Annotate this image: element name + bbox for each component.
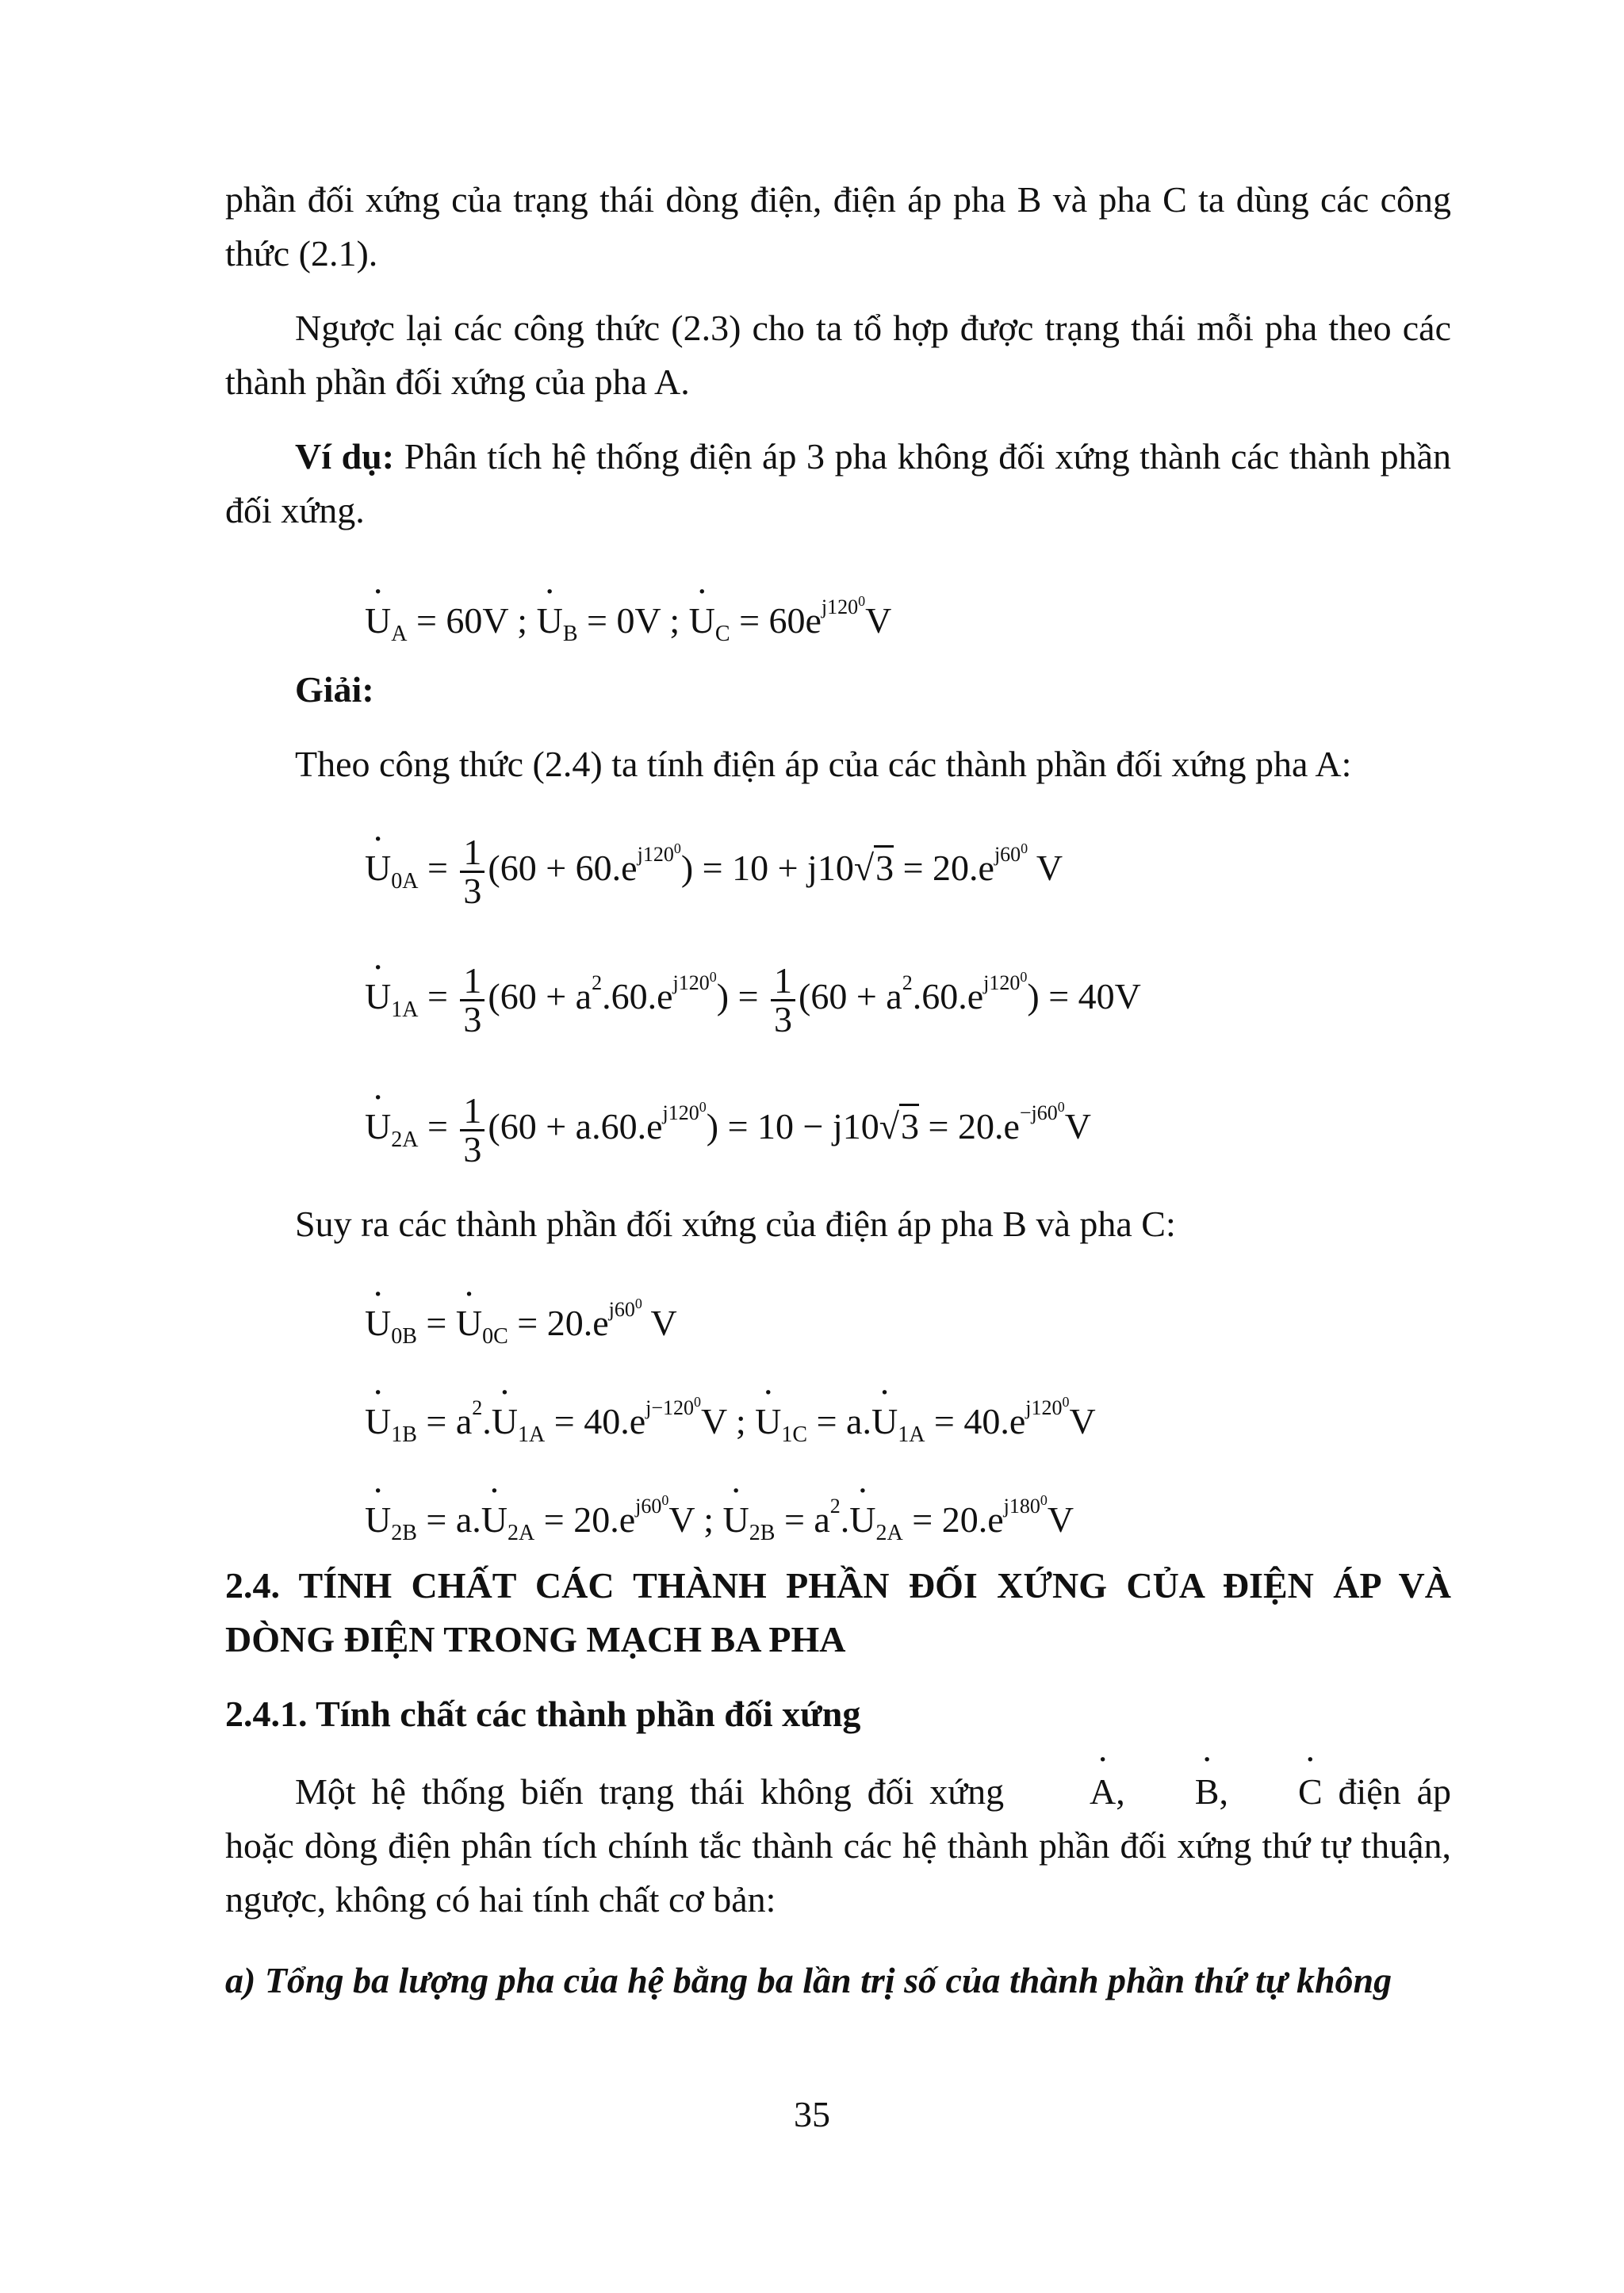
exponent: j120 — [983, 971, 1021, 994]
subscript: 0C — [482, 1324, 508, 1349]
var-u: · U — [849, 1496, 875, 1544]
var-u: · U — [689, 597, 715, 645]
sqrt-arg: 3 — [874, 845, 894, 888]
equation-u1a: · $U_{1A}$ = $\frac{1}{3}$ $(60 + a^2.60.e^{j120^0})$ = $\frac{1}{3}$ $(60 + a^2.60.e^{j120^0}) = 40V$ — [365, 953, 1141, 1038]
paragraph-inverse-formulas: Ngược lại các công thức (2.3) cho ta tổ hợp được trạng thái mỗi pha theo các thành phần đối xứng của pha A. — [225, 308, 1451, 402]
exponent: j120 — [821, 595, 859, 618]
equation-given-voltages — [365, 577, 891, 658]
subscript: 1A — [898, 1422, 925, 1447]
eq-text: (60 + a — [799, 976, 902, 1016]
eq-text: = 20.e — [919, 1106, 1020, 1146]
eq-text: = 20.e — [508, 1303, 609, 1343]
paragraph-properties — [225, 1765, 1451, 1927]
eq-text: ) = 10 + j10 — [680, 848, 854, 888]
subscript: 2A — [391, 1127, 419, 1152]
eq-text: = 60e — [730, 600, 822, 641]
eq-text: = 20.e — [902, 1499, 1004, 1540]
exponent: j120 — [637, 843, 674, 866]
subscript: 1A — [391, 997, 419, 1022]
eq-text: = 40.e — [545, 1401, 646, 1441]
eq-text: = 40.e — [925, 1401, 1026, 1441]
subscript: 2A — [508, 1521, 535, 1545]
eq-text: = a — [416, 1401, 473, 1441]
degree: 0 — [1040, 1492, 1048, 1508]
var-u: · U — [723, 1496, 749, 1544]
fraction — [771, 959, 795, 1039]
numerator: 1 — [460, 834, 485, 873]
degree: 0 — [709, 969, 717, 985]
equation-u0a: · $U_{0A}$ = $\frac{1}{3}$ $(60 + 60.e^{j120^0}) = 10 + j10√3 = 20.e^{j60^0}$ V — [365, 825, 1063, 909]
paragraph-formula-2-4: Theo công thức (2.4) ta tính điện áp của các thành phần đối xứng pha A: — [295, 744, 1352, 784]
var-u: · U — [365, 1103, 391, 1150]
denominator: 3 — [774, 998, 793, 1039]
eq-text: = 0V ; — [577, 600, 689, 641]
eq-unit: V — [1064, 1106, 1091, 1146]
solution-label: Giải: — [295, 669, 374, 710]
var-a: · A — [1020, 1765, 1116, 1819]
denominator: 3 — [463, 870, 482, 911]
exponent: j60 — [608, 1298, 635, 1321]
eq-unit: V — [1028, 848, 1063, 888]
eq-text: = 20.e — [534, 1499, 636, 1540]
eq-text: .60.e — [912, 976, 984, 1016]
example-label: Ví dụ: — [295, 436, 395, 477]
eq-text: ) = 10 − j10 — [706, 1106, 879, 1146]
subscript: 2B — [749, 1521, 776, 1545]
denominator: 3 — [463, 998, 482, 1039]
sqrt-arg: 3 — [899, 1104, 919, 1146]
paragraph-phase-bc: Suy ra các thành phần đối xứng của điện áp pha B và pha C: — [295, 1204, 1176, 1244]
variables-abc: · A,· B,· C — [1020, 1771, 1323, 1812]
var-u: · U — [365, 597, 391, 645]
equation-u2a: · $U_{2A}$ = $\frac{1}{3}$ $(60 + a.60.e^{j120^0}) = 10 - j10√3 = 20.e^{-j60^0}V$ — [365, 1083, 1091, 1168]
var-u: · U — [537, 597, 563, 645]
degree: 0 — [673, 840, 681, 856]
denominator: 3 — [463, 1128, 482, 1169]
exponent: j60 — [635, 1495, 662, 1518]
eq-text: (60 + a.60.e — [488, 1106, 663, 1146]
subscript: C — [714, 622, 730, 646]
degree: 0 — [1057, 1099, 1065, 1115]
fraction — [460, 959, 485, 1039]
eq-text: (60 + 60.e — [488, 848, 638, 888]
text: điện áp hoặc dòng điện phân tích chính tắc thành các hệ thành phần đối xứng thứ tự thuận, ngược, không có hai tính chất cơ bản: — [225, 1771, 1451, 1920]
subscript: 2B — [391, 1521, 417, 1545]
exponent: j120 — [662, 1101, 699, 1124]
degree: 0 — [1062, 1394, 1070, 1410]
numerator: 1 — [771, 963, 795, 1001]
eq-text: . — [482, 1401, 492, 1441]
var-b: · B — [1125, 1765, 1220, 1819]
section-heading-2-4: 2.4. TÍNH CHẤT CÁC THÀNH PHẦN ĐỐI XỨNG CỦA ĐIỆN ÁP VÀ DÒNG ĐIỆN TRONG MẠCH BA PHA — [225, 1565, 1451, 1659]
subscript: 1B — [391, 1422, 417, 1447]
var-u: · U — [492, 1398, 518, 1445]
subsection-heading-2-4-1: 2.4.1. Tính chất các thành phần đối xứng — [225, 1694, 861, 1734]
power: 2 — [902, 971, 913, 994]
example-text: Phân tích hệ thống điện áp 3 pha không đối xứng thành các thành phần đối xứng. — [225, 436, 1452, 530]
eq-text: ) = 40V — [1027, 976, 1141, 1016]
degree: 0 — [634, 1296, 642, 1311]
var-u: · U — [456, 1300, 482, 1347]
subscript: 2A — [875, 1521, 903, 1545]
degree: 0 — [858, 593, 866, 609]
eq-unit: V — [865, 600, 892, 641]
paragraph-example — [225, 430, 1451, 538]
eq-text: . — [840, 1499, 850, 1540]
exponent: j120 — [1025, 1396, 1063, 1419]
subscript: 1C — [781, 1422, 808, 1447]
degree: 0 — [1021, 840, 1028, 856]
subscript: 1A — [518, 1422, 546, 1447]
degree: 0 — [699, 1099, 707, 1115]
fraction — [460, 1089, 485, 1169]
exponent: −j60 — [1019, 1101, 1058, 1124]
var-c: · C — [1228, 1765, 1323, 1819]
property-a: a) Tổng ba lượng pha của hệ bằng ba lần trị số của thành phần thứ tự không — [225, 1960, 1392, 2000]
exponent: j120 — [672, 971, 710, 994]
fraction — [460, 831, 485, 911]
var-u: · U — [481, 1496, 508, 1544]
equation-u1b-u1c — [365, 1378, 1096, 1459]
degree: 0 — [661, 1492, 669, 1508]
paragraph-continuation: phần đối xứng của trạng thái dòng điện, điện áp pha B và pha C ta dùng các công thức (2.1). — [225, 179, 1451, 274]
eq-unit: V — [642, 1303, 677, 1343]
equation-u0b: · $U_{0B}$ = · $U_{0C} = 20.e^{j60^0}$ V — [365, 1280, 677, 1361]
subscript: A — [391, 622, 408, 646]
var-u: · U — [871, 1398, 898, 1445]
var-u: · U — [755, 1398, 781, 1445]
var-u: · U — [365, 973, 391, 1020]
numerator: 1 — [460, 1093, 485, 1131]
eq-text: = 60V ; — [407, 600, 537, 641]
exponent: j−120 — [645, 1396, 694, 1419]
var-u: · U — [365, 1496, 391, 1544]
eq-unit: V — [1069, 1401, 1096, 1441]
var-u: · U — [365, 1300, 391, 1347]
numerator: 1 — [460, 963, 485, 1001]
page-number: 35 — [794, 2094, 830, 2134]
subscript: B — [562, 622, 578, 646]
exponent: j60 — [994, 843, 1021, 866]
subscript: 0B — [391, 1324, 417, 1349]
power: 2 — [829, 1495, 841, 1518]
eq-text: (60 + a — [488, 976, 592, 1016]
eq-text: = 20.e — [894, 848, 994, 888]
subscript: 0A — [391, 869, 419, 894]
text: Một hệ thống biến trạng thái không đối xứng — [295, 1771, 1021, 1812]
eq-text: = a. — [416, 1499, 481, 1540]
degree: 0 — [1020, 969, 1028, 985]
equation-u2b — [365, 1476, 1074, 1557]
eq-text: = a — [775, 1499, 830, 1540]
eq-text: = a. — [807, 1401, 871, 1441]
eq-unit: V — [1047, 1499, 1074, 1540]
eq-text: ) = — [716, 976, 768, 1016]
eq-text: V ; — [701, 1401, 756, 1441]
degree: 0 — [694, 1394, 701, 1410]
exponent: j180 — [1003, 1495, 1040, 1518]
power: 2 — [592, 971, 603, 994]
var-u: · U — [365, 1398, 391, 1445]
power: 2 — [472, 1396, 483, 1419]
var-u: · U — [365, 844, 391, 892]
eq-text: .60.e — [602, 976, 673, 1016]
eq-text: V ; — [668, 1499, 723, 1540]
